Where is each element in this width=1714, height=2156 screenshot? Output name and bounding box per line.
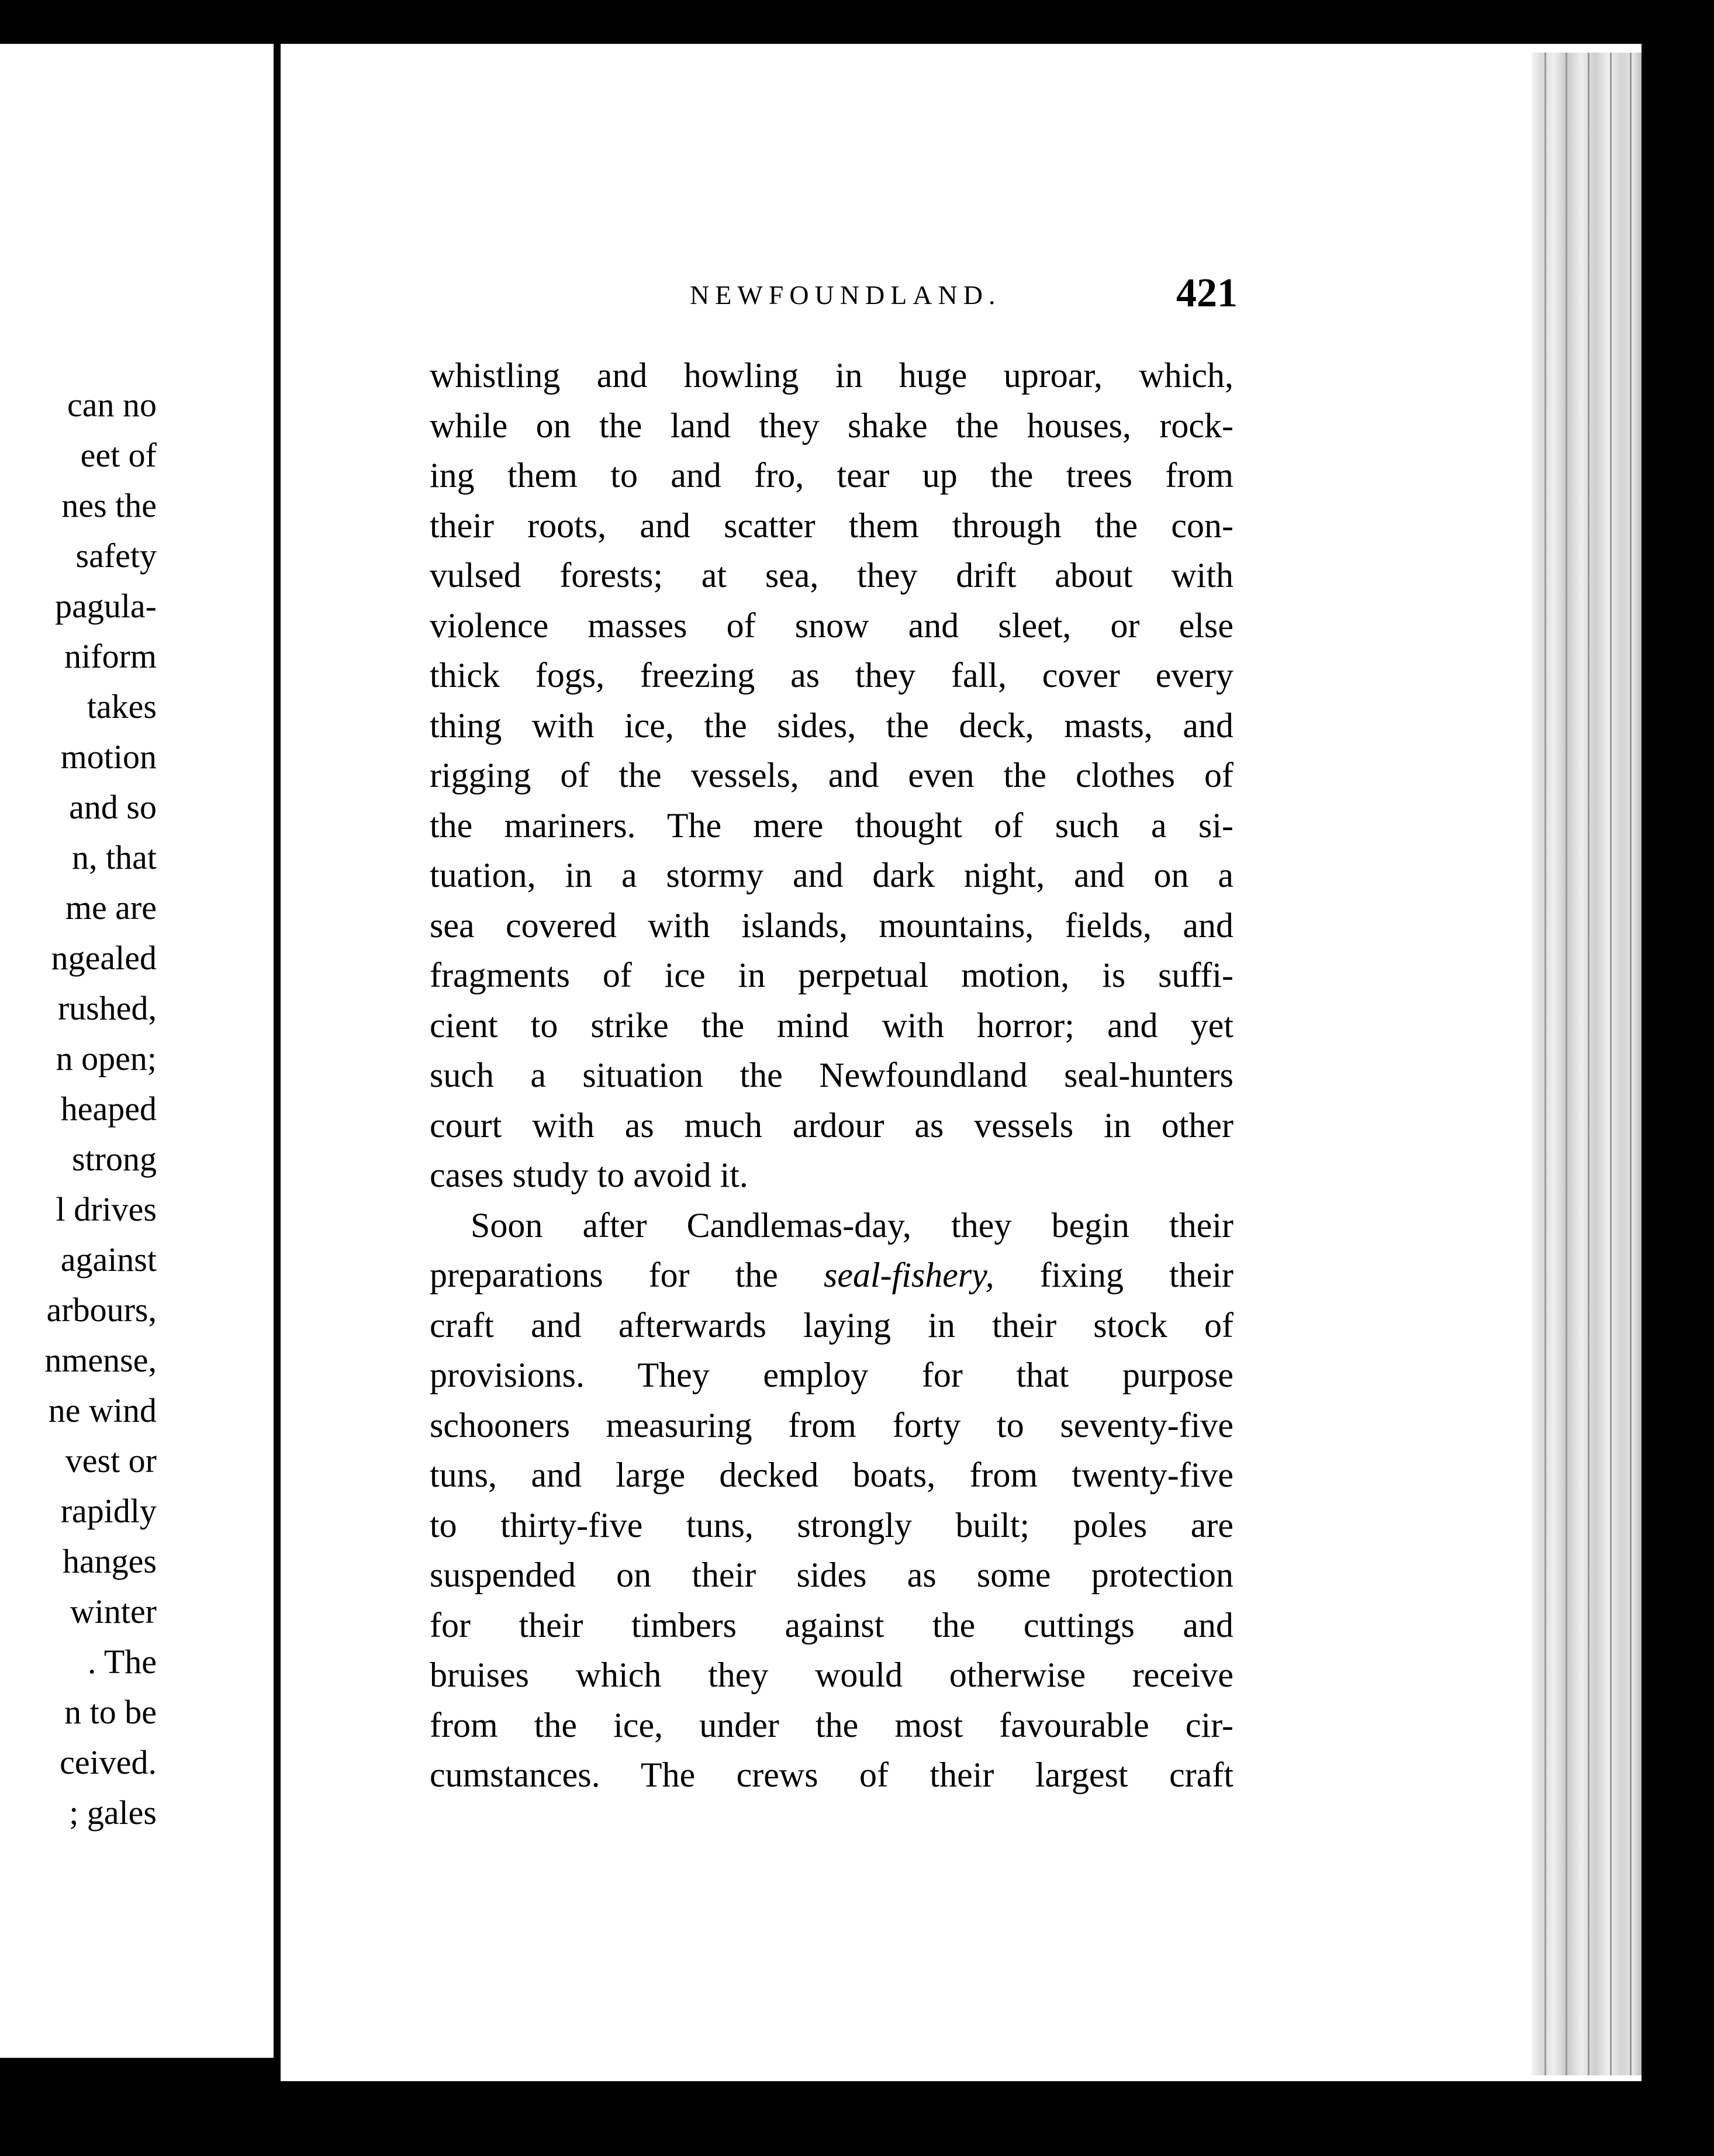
edge-line (1544, 53, 1546, 2075)
page-stack-edge (1532, 53, 1642, 2075)
previous-page (0, 44, 274, 2058)
prev-line: n open; (56, 1039, 157, 1077)
prev-line: eet of (80, 436, 157, 474)
text-line: for their timbers against the cuttings and (430, 1605, 1233, 1644)
prev-line: heaped (60, 1090, 157, 1128)
text-line: schooners measuring from forty to seventy-five (430, 1405, 1233, 1445)
prev-line: ngealed (51, 939, 157, 977)
prev-line: hanges (62, 1542, 157, 1580)
prev-line: vest or (65, 1442, 157, 1480)
prev-line: nes the (61, 486, 157, 524)
text-line: ing them to and fro, tear up the trees from (430, 456, 1233, 495)
prev-line: winter (70, 1592, 157, 1630)
prev-line: pagula- (55, 587, 157, 625)
paragraph-1 (430, 351, 1233, 1201)
prev-line: rapidly (60, 1492, 157, 1530)
text-run: fixing their (994, 1256, 1233, 1294)
running-head: NEWFOUNDLAND. (690, 280, 1001, 310)
prev-line: and so (69, 788, 157, 826)
prev-line: motion (60, 738, 157, 776)
text-line: the mariners. The mere thought of such a si- (430, 806, 1233, 845)
prev-line: n to be (64, 1693, 157, 1731)
text-line: craft and afterwards laying in their stock of (430, 1305, 1233, 1345)
text-line: vulsed forests; at sea, they drift about with (430, 556, 1233, 595)
prev-line: ; gales (69, 1794, 157, 1832)
text-line: thick fogs, freezing as they fall, cover every (430, 656, 1233, 695)
edge-line (1630, 53, 1632, 2075)
book-gutter (274, 0, 281, 2156)
text-line: Soon after Candlemas-day, they begin their (471, 1205, 1233, 1245)
prev-line: l drives (56, 1190, 157, 1228)
text-line: while on the land they shake the houses, rock- (430, 406, 1233, 445)
prev-line: niform (64, 637, 157, 675)
text-line: bruises which they would otherwise receive (430, 1656, 1233, 1694)
edge-line (1566, 53, 1567, 2075)
edge-line (1610, 53, 1612, 2075)
italic-term: seal-fishery, (823, 1256, 994, 1294)
prev-line: strong (72, 1140, 157, 1178)
edge-line (1588, 53, 1589, 2075)
text-line: rigging of the vessels, and even the clothes of (430, 756, 1233, 794)
text-line: tuns, and large decked boats, from twenty-five (430, 1456, 1233, 1494)
prev-line: takes (87, 687, 157, 725)
text-line: fragments of ice in perpetual motion, is suffi- (430, 956, 1233, 994)
text-line: cases study to avoid it. (430, 1156, 748, 1194)
text-line: thing with ice, the sides, the deck, masts, and (430, 706, 1233, 745)
prev-line: arbours, (46, 1291, 157, 1329)
prev-line: ceived. (60, 1743, 157, 1781)
text-line: whistling and howling in huge uproar, which, (430, 356, 1233, 395)
text-line: cumstances. The crews of their largest craft (430, 1756, 1233, 1794)
text-line: their roots, and scatter them through the con- (430, 506, 1233, 545)
text-line: to thirty-five tuns, strongly built; poles are (430, 1505, 1233, 1545)
page-number: 421 (1176, 271, 1238, 316)
body-text (430, 351, 1233, 1801)
prev-line: me are (65, 889, 157, 927)
text-line: cient to strike the mind with horror; and yet (430, 1006, 1233, 1045)
prev-line: . The (87, 1643, 157, 1681)
prev-line: ne wind (48, 1391, 157, 1429)
text-line: such a situation the Newfoundland seal-hunters (430, 1056, 1233, 1094)
paragraph-2 (430, 1201, 1233, 1801)
text-line: court with as much ardour as vessels in other (430, 1105, 1233, 1145)
text-line: tuation, in a stormy and dark night, and on a (430, 856, 1233, 894)
text-run: preparations for the (430, 1256, 824, 1294)
prev-line: rushed, (57, 989, 157, 1027)
text-line: sea covered with islands, mountains, fields, and (430, 906, 1233, 945)
text-line: from the ice, under the most favourable cir- (430, 1705, 1233, 1744)
text-line: provisions. They employ for that purpose (430, 1356, 1233, 1394)
text-line: violence masses of snow and sleet, or else (430, 606, 1233, 645)
text-line (430, 1250, 1233, 1301)
text-line: suspended on their sides as some protection (430, 1556, 1233, 1594)
prev-line: safety (75, 537, 157, 575)
prev-line: against (60, 1241, 157, 1279)
prev-line: can no (67, 386, 157, 424)
prev-line: nmense, (44, 1341, 157, 1379)
prev-line: n, that (72, 838, 157, 876)
